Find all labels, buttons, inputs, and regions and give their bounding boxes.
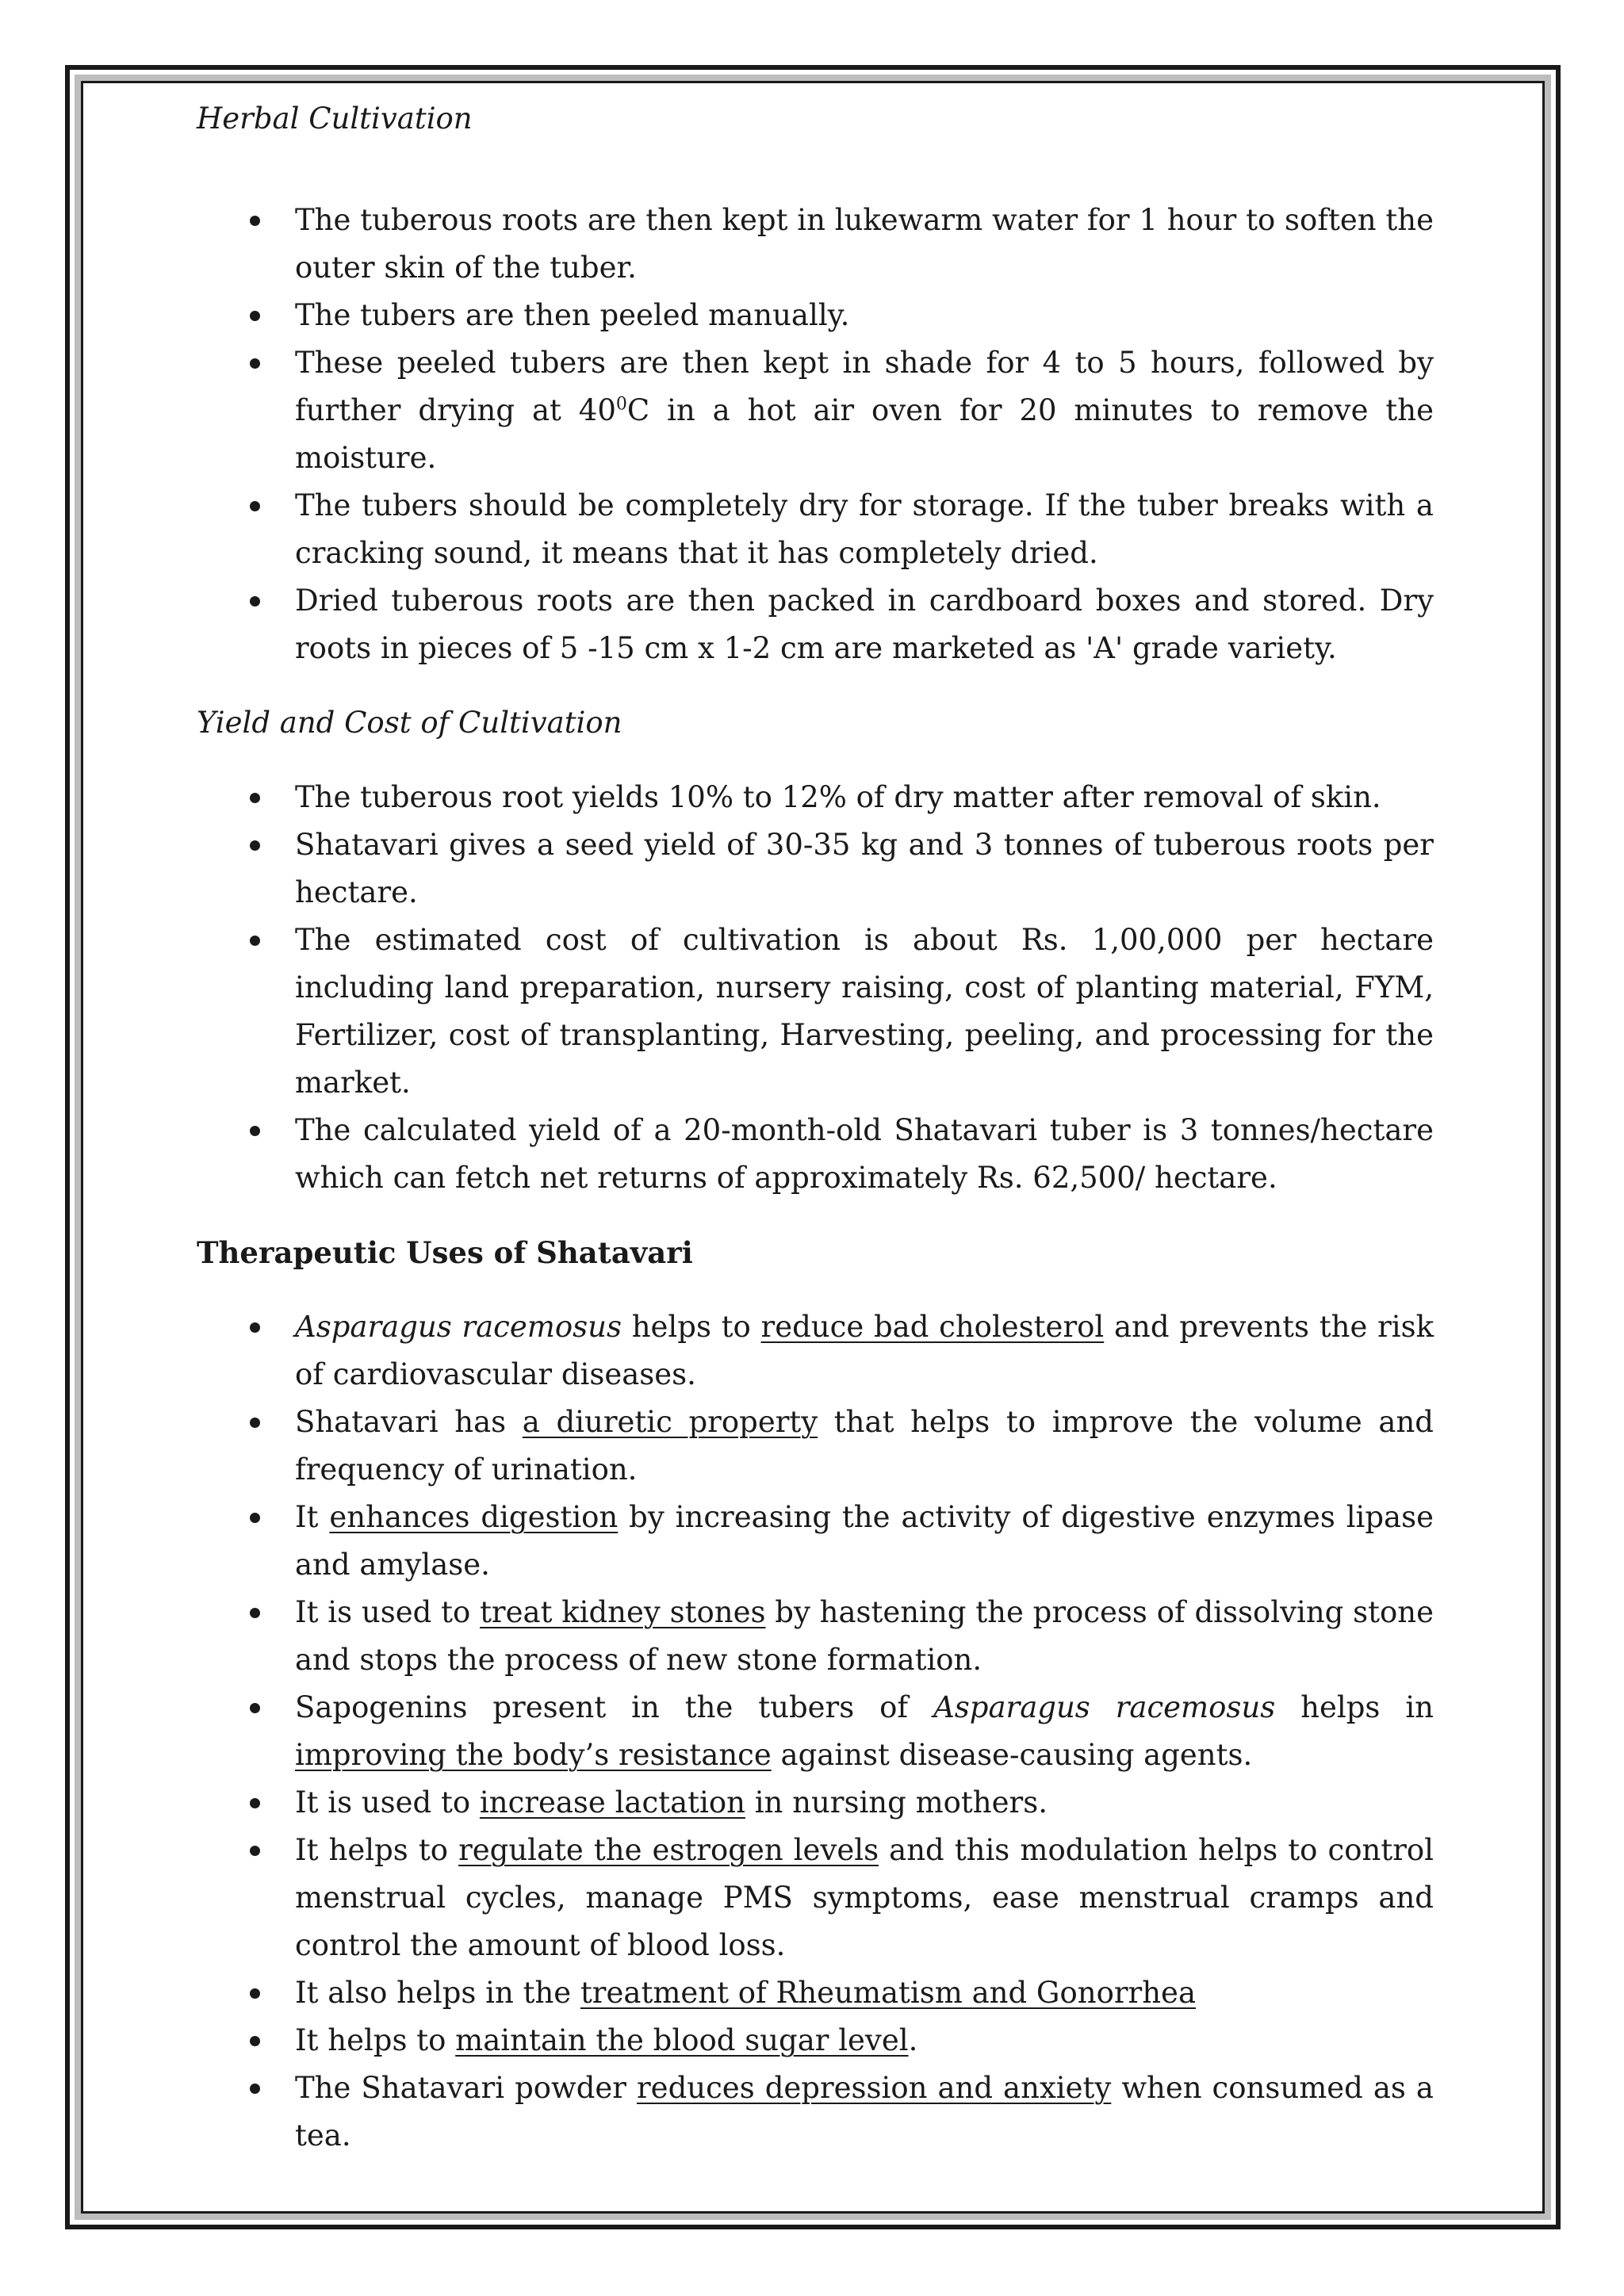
herbal-cultivation-list (197, 197, 1434, 672)
section-title-herbal-cultivation: Herbal Cultivation (197, 101, 473, 136)
list-item: It helps to regulate the estrogen levels and this modulation helps to control menstrual cycles, manage PMS symptoms, ease menstrual cramps and control the amount of blood loss. (197, 1827, 1434, 1969)
list-item: It is used to increase lactation in nursing mothers. (197, 1779, 1434, 1827)
list-item: It helps to maintain the blood sugar level. (197, 2017, 1434, 2064)
list-item: The calculated yield of a 20-month-old Shatavari tuber is 3 tonnes/hectare which can fetch net returns of approximately Rs. 62,500/ hectare. (197, 1107, 1434, 1202)
yield-cost-list (197, 774, 1434, 1202)
section-title-therapeutic-uses: Therapeutic Uses of Shatavari (197, 1235, 693, 1270)
list-item: It also helps in the treatment of Rheumatism and Gonorrhea (197, 1969, 1434, 2017)
list-item: It is used to treat kidney stones by hastening the process of dissolving stone and stops the process of new stone formation. (197, 1589, 1434, 1684)
list-item: The tuberous root yields 10% to 12% of dry matter after removal of skin. (197, 774, 1434, 821)
list-item: Dried tuberous roots are then packed in cardboard boxes and stored. Dry roots in pieces of 5 -15 cm x 1-2 cm are marketed as 'A' grade variety. (197, 577, 1434, 672)
list-item: Sapogenins present in the tubers of Asparagus racemosus helps in improving the body’s resistance against disease-causing agents. (197, 1684, 1434, 1779)
list-item: It enhances digestion by increasing the activity of digestive enzymes lipase and amylase. (197, 1494, 1434, 1589)
list-item: These peeled tubers are then kept in shade for 4 to 5 hours, followed by further drying at $40^0C$ in a hot air oven for 20 minutes to remove the moisture. (197, 339, 1434, 482)
list-item: Shatavari has a diuretic property that helps to improve the volume and frequency of urination. (197, 1399, 1434, 1494)
document-body (197, 95, 1434, 2160)
list-item: The tuberous roots are then kept in lukewarm water for 1 hour to soften the outer skin of the tuber. (197, 197, 1434, 292)
degree-superscript: 0 (615, 394, 627, 415)
therapeutic-uses-list (197, 1303, 1434, 2160)
list-item: The estimated cost of cultivation is about Rs. 1,00,000 per hectare including land preparation, nursery raising, cost of planting material, FYM, Fertilizer, cost of transplanting, Harvesting, peeling, and processing for the market. (197, 916, 1434, 1107)
section-title-yield-cost: Yield and Cost of Cultivation (197, 706, 622, 740)
list-item: Asparagus racemosus helps to reduce bad cholesterol and prevents the risk of cardiovascular diseases. (197, 1303, 1434, 1399)
list-item: Shatavari gives a seed yield of 30-35 kg and 3 tonnes of tuberous roots per hectare. (197, 821, 1434, 916)
list-item: The tubers are then peeled manually. (197, 292, 1434, 339)
list-item: The tubers should be completely dry for storage. If the tuber breaks with a cracking sound, it means that it has completely dried. (197, 482, 1434, 577)
list-item: The Shatavari powder reduces depression and anxiety when consumed as a tea. (197, 2064, 1434, 2160)
